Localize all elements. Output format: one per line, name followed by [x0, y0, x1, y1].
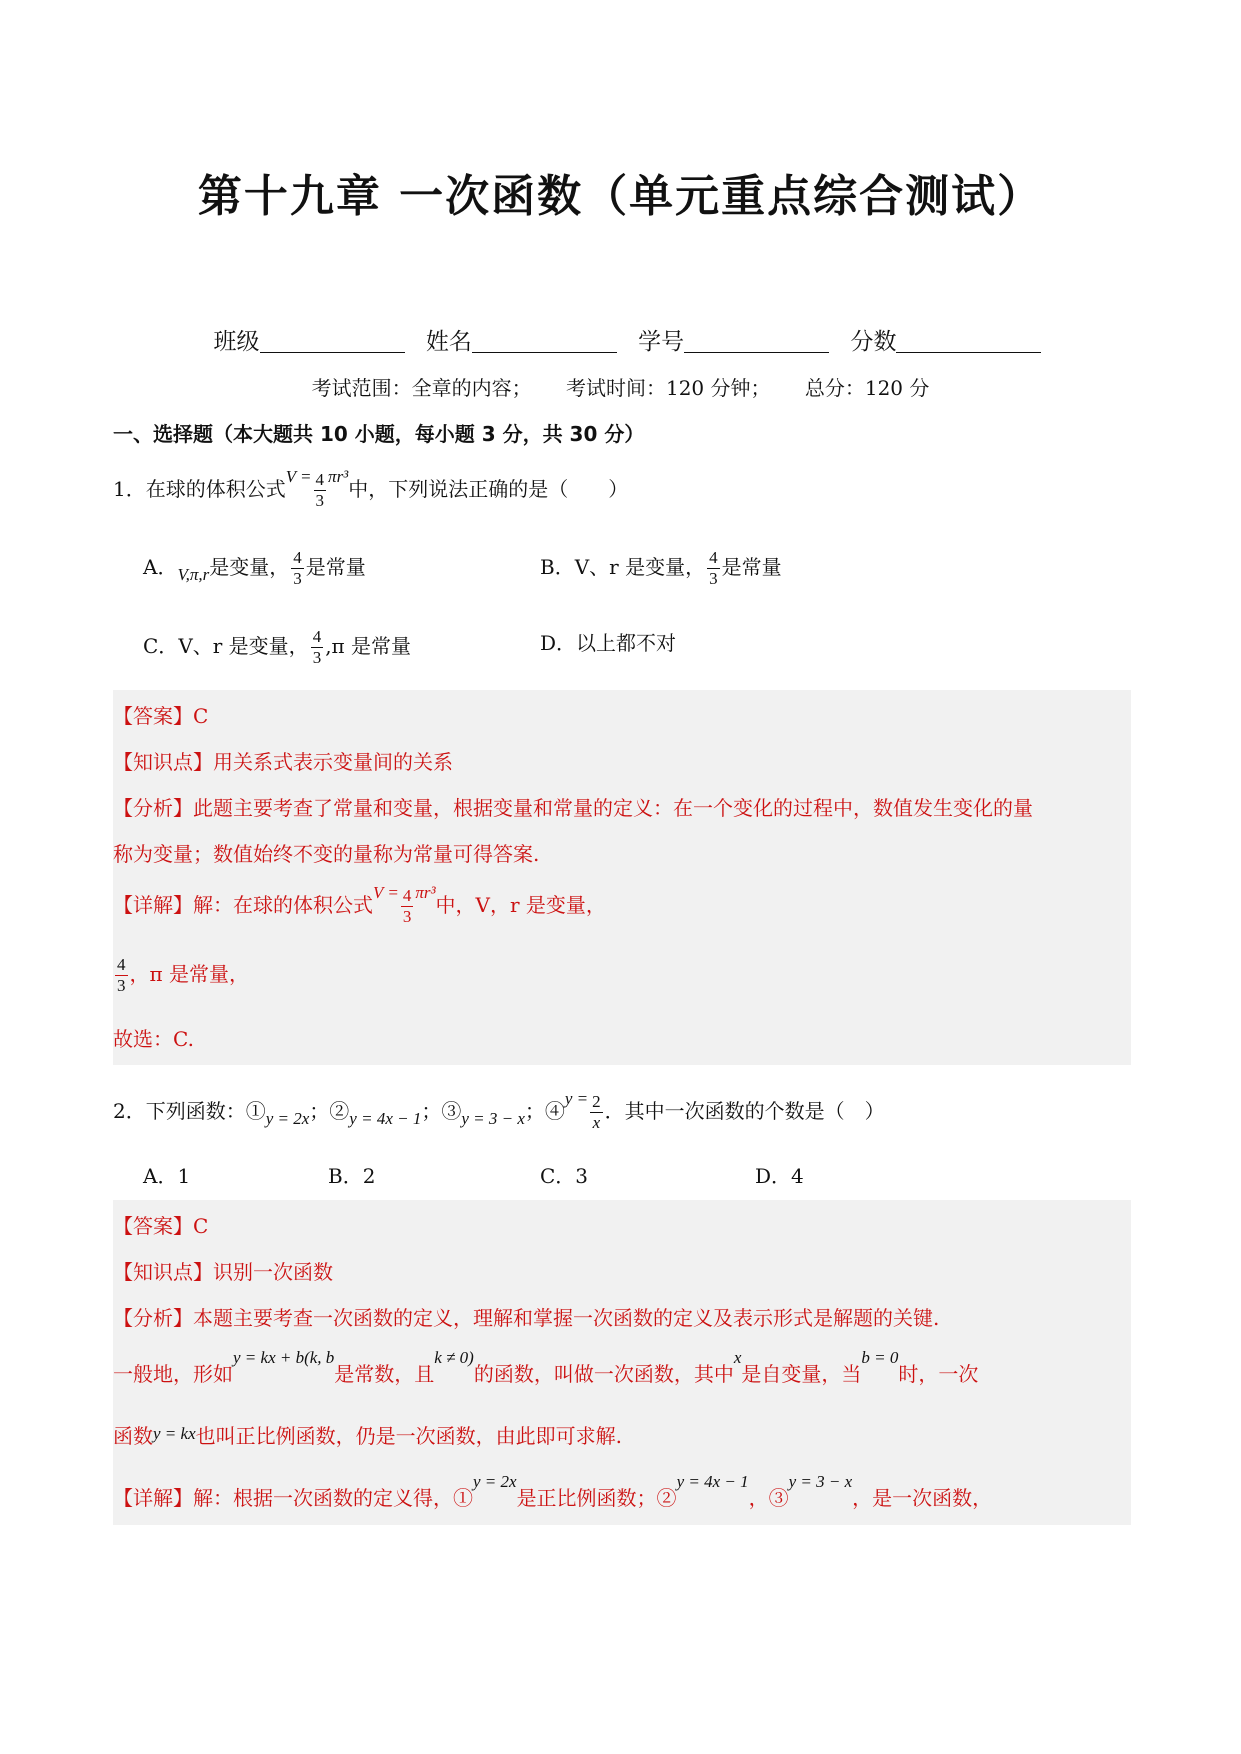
detail-math: V =: [373, 883, 399, 902]
analysis-text: 是常数，且: [334, 1362, 435, 1386]
q2-option-d: D．4: [755, 1164, 804, 1188]
frac-den: 3: [312, 648, 322, 667]
detail-text: ，③: [748, 1486, 789, 1510]
q1-answer: 【答案】C: [113, 704, 209, 728]
q1-prefix: 1．在球的体积公式: [113, 477, 286, 501]
q2-text: 2．下列函数：①: [113, 1099, 266, 1123]
detail-text: 是正比例函数；②: [516, 1486, 677, 1510]
frac-num: 4: [315, 470, 325, 489]
detail-math: y = 2x: [473, 1472, 517, 1491]
frac-num: 4: [117, 955, 126, 974]
q2-detail: [113, 1472, 993, 1511]
detail-text: 中，V，r 是变量，: [435, 893, 606, 917]
option-text: V、r 是变量，: [574, 555, 706, 579]
option-fraction: [311, 627, 324, 668]
option-label: C．: [143, 634, 179, 658]
option-fraction: [291, 548, 304, 589]
page-title: 第十九章 一次函数（单元重点综合测试）: [197, 171, 1044, 222]
analysis-math: x: [733, 1348, 742, 1367]
score-label: 分数: [850, 329, 897, 355]
q1-fraction: [314, 470, 327, 511]
option-text: 是变量，: [209, 555, 290, 579]
q1-option-d: [540, 627, 676, 656]
option-label: B．: [540, 555, 575, 579]
q2-analysis-3: [113, 1420, 622, 1449]
q2-option-a: A．1: [143, 1164, 191, 1188]
detail-math: πr³: [415, 883, 436, 902]
class-blank: [260, 330, 405, 353]
analysis-math: b = 0: [861, 1348, 899, 1367]
exam-info: [0, 372, 1241, 401]
q2-text: ；③: [421, 1099, 462, 1123]
q1-detail: [113, 883, 606, 927]
detail-text: 【详解】解：在球的体积公式: [113, 893, 373, 917]
frac-num: 4: [293, 548, 302, 567]
frac-den: 3: [117, 976, 126, 995]
analysis-math: y = kx: [153, 1424, 196, 1443]
q2-text: ．其中一次函数的个数是（ ）: [604, 1099, 885, 1123]
option-fraction: [707, 548, 720, 589]
student-info-row: [0, 323, 1241, 356]
frac-den: 3: [709, 569, 718, 588]
frac-den: 3: [293, 569, 302, 588]
q1-detail-2: [113, 955, 249, 996]
option-text: 是常量: [721, 555, 782, 579]
q1-analysis-2: 称为变量；数值始终不变的量称为常量可得答案.: [113, 842, 540, 866]
analysis-text: 一般地，形如: [113, 1362, 233, 1386]
q2-answer-box: [113, 1200, 1131, 1525]
option-label: D．: [540, 631, 577, 655]
option-text: ,π 是常量: [325, 634, 412, 658]
detail-fraction: [115, 955, 128, 996]
q1-formula-rhs: πr³: [328, 467, 349, 486]
q1-answer-box: [113, 690, 1131, 1065]
id-label: 学号: [638, 329, 685, 355]
q2-math: y = 4x − 1: [349, 1109, 422, 1128]
q2-option-c: C．3: [540, 1164, 589, 1188]
q2-text: ；④: [524, 1099, 565, 1123]
name-label: 姓名: [425, 329, 472, 355]
id-blank: [684, 330, 829, 353]
frac-den: x: [592, 1113, 601, 1132]
q2-answer: 【答案】C: [113, 1214, 209, 1238]
section-title: 一、选择题（本大题共 10 小题，每小题 3 分，共 30 分）: [113, 422, 645, 446]
analysis-text: 函数: [113, 1424, 153, 1448]
analysis-text: 也叫正比例函数，仍是一次函数，由此即可求解.: [195, 1424, 622, 1448]
detail-text: ，π 是常量，: [129, 962, 250, 986]
frac-num: 4: [402, 886, 412, 905]
question-1: [113, 467, 629, 511]
q1-option-a: [143, 548, 366, 589]
analysis-math: k ≠ 0): [434, 1348, 474, 1367]
exam-total: 总分：120 分: [804, 376, 930, 400]
frac-den: 3: [402, 907, 412, 926]
option-label: A．: [143, 555, 178, 579]
q2-option-b: B．2: [328, 1164, 376, 1188]
q1-conclusion: 故选：C.: [113, 1027, 194, 1051]
frac-num: 4: [312, 627, 322, 646]
q2-math: y = 3 − x: [461, 1109, 525, 1128]
q2-knowledge: 【知识点】识别一次函数: [113, 1260, 333, 1284]
option-text: 是常量: [305, 555, 366, 579]
detail-text: 【详解】解：根据一次函数的定义得，①: [113, 1486, 473, 1510]
q2-text: ；②: [309, 1099, 350, 1123]
frac-num: 2: [592, 1092, 601, 1111]
score-blank: [896, 330, 1041, 353]
q1-option-c: [143, 627, 411, 668]
name-blank: [472, 330, 617, 353]
analysis-math: y = kx + b(k, b: [233, 1348, 335, 1367]
q1-suffix: 中，下列说法正确的是（ ）: [348, 477, 629, 501]
exam-scope: 考试范围：全章的内容；: [311, 376, 532, 400]
option-text: 以上都不对: [576, 631, 677, 655]
q1-option-b: [540, 548, 782, 589]
q2-analysis-1: 【分析】本题主要考查一次函数的定义，理解和掌握一次函数的定义及表示形式是解题的关键.: [113, 1306, 940, 1330]
frac-num: 4: [709, 548, 718, 567]
exam-time: 考试时间：120 分钟；: [565, 376, 771, 400]
option-math: V,π,r: [177, 565, 210, 584]
q1-analysis-1: 【分析】此题主要考查了常量和变量，根据变量和常量的定义：在一个变化的过程中，数值发生变化的量: [113, 796, 1033, 820]
analysis-text: 时，一次: [898, 1362, 979, 1386]
detail-math: y = 4x − 1: [676, 1472, 749, 1491]
q1-knowledge: 【知识点】用关系式表示变量间的关系: [113, 750, 453, 774]
detail-math: y = 3 − x: [788, 1472, 853, 1491]
q1-formula-lhs: V =: [285, 467, 312, 486]
detail-text: ，是一次函数，: [852, 1486, 993, 1510]
analysis-text: 的函数，叫做一次函数，其中: [473, 1362, 734, 1386]
q2-math: y = 2x: [265, 1109, 310, 1128]
analysis-text: 是自变量，当: [741, 1362, 862, 1386]
question-2: [113, 1089, 885, 1133]
detail-fraction: [401, 886, 414, 927]
class-label: 班级: [213, 329, 260, 355]
q2-fraction: [590, 1092, 603, 1133]
frac-den: 3: [315, 491, 325, 510]
option-text: V、r 是变量，: [178, 634, 309, 658]
q2-math: y =: [564, 1089, 589, 1108]
